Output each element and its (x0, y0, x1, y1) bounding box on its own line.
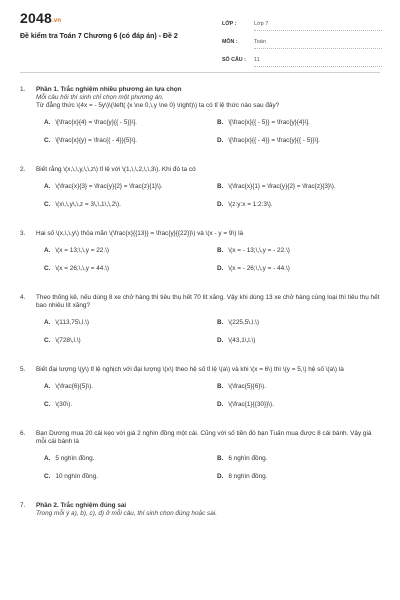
option-letter: B. (217, 247, 224, 254)
option-letter: C. (44, 137, 51, 144)
option-letter: C. (44, 473, 51, 480)
document-title: Đề kiểm tra Toán 7 Chương 6 (có đáp án) - Đề 2 (20, 33, 178, 40)
question-number: 7. (20, 502, 26, 509)
answer-options (36, 319, 382, 355)
question-number: 1. (20, 86, 26, 93)
answer-option[interactable] (36, 265, 209, 273)
question-number: 6. (20, 430, 26, 437)
question-item (20, 166, 382, 219)
option-text: \(\frac{x}{3} = \frac{y}{2} = \frac{z}{1}\). (55, 183, 163, 190)
question-item (20, 294, 382, 355)
logo-text: 2048 (20, 10, 52, 26)
question-text: Phần 1. Trắc nghiệm nhiều phương án lựa chọn (36, 86, 182, 93)
question-text: Theo thống kê, nếu dùng 8 xe chở hàng thì tiêu thụ hết 70 lít xăng. Vậy khi dùng 13 xe chở hàng cùng loại thì tiêu thụ hết bao nhiêu lít xăng? (36, 294, 380, 309)
option-text: \(\frac{5}{6}\). (228, 383, 267, 390)
answer-option[interactable] (209, 247, 382, 255)
option-letter: B. (217, 383, 224, 390)
option-text: \[\frac{x}{4} = \frac{y}{{ - 5}}\]. (55, 119, 137, 126)
option-text: \(728\,l.\) (55, 337, 81, 344)
question-instruction: Mỗi câu hỏi thí sinh chỉ chọn một phương án. (36, 94, 164, 101)
question-text: Biết đại lượng \(y\) tỉ lệ nghịch với đại lượng \(x\) theo hệ số tỉ lệ \(a\) và khi \(x = 6\) thì \(y = 5,\) hệ số \(a\) là (36, 366, 344, 373)
answer-options (36, 455, 382, 491)
question-body (36, 502, 382, 518)
meta-value: 11 (254, 57, 382, 67)
option-text: \(x = 13;\,\,y = 22.\) (55, 247, 110, 254)
question-list (20, 86, 382, 529)
option-letter: A. (44, 383, 51, 390)
option-letter: A. (44, 247, 51, 254)
answer-option[interactable] (209, 137, 382, 145)
answer-options (36, 183, 382, 219)
answer-option[interactable] (36, 201, 209, 209)
option-letter: B. (217, 319, 224, 326)
answer-option[interactable] (36, 383, 209, 391)
answer-option[interactable] (36, 137, 209, 145)
option-letter: C. (44, 201, 51, 208)
answer-option[interactable] (209, 319, 382, 327)
answer-option[interactable] (209, 455, 382, 463)
site-logo[interactable] (20, 10, 61, 28)
option-text: \[\frac{x}{{ - 4}} = \frac{y}{{ - 5}}\]. (228, 137, 320, 144)
answer-option[interactable] (209, 183, 382, 191)
question-item (20, 366, 382, 419)
option-letter: B. (217, 119, 224, 126)
question-body (36, 294, 382, 355)
answer-option[interactable] (209, 473, 382, 481)
answer-option[interactable] (36, 401, 209, 409)
answer-option[interactable] (36, 473, 209, 481)
meta-label: LỚP : (222, 21, 237, 28)
option-text: \(30\). (55, 401, 73, 408)
answer-options (36, 383, 382, 419)
option-text: \(43,1\,l.\) (228, 337, 256, 344)
question-number: 3. (20, 230, 26, 237)
answer-option[interactable] (209, 337, 382, 345)
option-letter: A. (44, 119, 51, 126)
option-letter: D. (217, 265, 224, 272)
option-letter: C. (44, 401, 51, 408)
option-text: \(x\,\,y\,\,z = 3\,\,1\,\,2\). (55, 201, 121, 208)
question-body (36, 230, 382, 283)
option-text: \[\frac{x}{{ - 5}} = \frac{y}{4}\]. (228, 119, 310, 126)
header-divider (20, 72, 380, 73)
option-letter: C. (44, 265, 51, 272)
option-letter: D. (217, 137, 224, 144)
question-body (36, 86, 382, 155)
answer-option[interactable] (36, 337, 209, 345)
option-text: \(225,5\,l.\) (228, 319, 259, 326)
meta-value: Lớp 7 (254, 21, 382, 31)
option-letter: A. (44, 183, 51, 190)
option-text: \(x = 26;\,\,y = 44.\) (55, 265, 110, 272)
option-letter: A. (44, 455, 51, 462)
option-text: \(\frac{x}{1} = \frac{y}{2} = \frac{z}{3}\). (228, 183, 336, 190)
option-text: \[\frac{x}{y} = \frac{{ - 4}}{5}\]. (55, 137, 137, 144)
question-item (20, 86, 382, 155)
option-text: 5 nghìn đồng. (55, 455, 95, 462)
answer-option[interactable] (209, 201, 382, 209)
answer-option[interactable] (209, 265, 382, 273)
meta-row-class (222, 13, 382, 31)
question-instruction: Trong mỗi ý a), b), c), d) ở mỗi câu, thí sinh chọn đúng hoặc sai. (36, 510, 217, 517)
answer-option[interactable] (209, 401, 382, 409)
answer-option[interactable] (36, 455, 209, 463)
answer-options (36, 119, 382, 155)
option-text: \(x = - 26;\,\,y = - 44.\) (228, 265, 290, 272)
question-number: 4. (20, 294, 26, 301)
question-body (36, 366, 382, 419)
meta-value: Toán (254, 39, 382, 49)
meta-row-count (222, 49, 382, 67)
option-text: \(x = - 13;\,\,y = - 22.\) (228, 247, 290, 254)
option-letter: A. (44, 319, 51, 326)
logo-suffix: .vn (51, 18, 62, 24)
answer-option[interactable] (36, 319, 209, 327)
answer-option[interactable] (36, 247, 209, 255)
option-letter: B. (217, 455, 224, 462)
question-text: Hai số \(x,\,\,y\) thỏa mãn \(\frac{x}{{13}} = \frac{y}{{22}}\) và \(x - y = 9\) là (36, 230, 244, 237)
answer-option[interactable] (209, 383, 382, 391)
question-body (36, 166, 382, 219)
option-letter: D. (217, 201, 224, 208)
option-text: \(\frac{1}{{30}}\). (228, 401, 274, 408)
question-text: Bạn Dương mua 20 cái kẹo với giá 2 nghìn đồng một cái. Cũng với số tiền đó bạn Tuấn mua được 8 cái bánh. Vậy giá mỗi cái bánh là (36, 430, 372, 445)
answer-option[interactable] (36, 183, 209, 191)
exam-meta (222, 13, 382, 67)
meta-label: SỐ CÂU : (222, 57, 246, 64)
question-number: 5. (20, 366, 26, 373)
answer-option[interactable] (209, 119, 382, 127)
option-letter: D. (217, 401, 224, 408)
answer-option[interactable] (36, 119, 209, 127)
answer-options (36, 247, 382, 283)
question-body (36, 430, 382, 491)
question-number: 2. (20, 166, 26, 173)
option-text: \(113,75\,l.\) (55, 319, 90, 326)
option-text: 10 nghìn đồng. (55, 473, 99, 480)
option-text: 6 nghìn đồng. (228, 455, 268, 462)
meta-row-subject (222, 31, 382, 49)
question-text: Từ đẳng thức \(4x = - 5y\)\(\left( {x \ne 0,\,y \ne 0} \right)\) ta có tỉ lệ thức nào sau đây? (36, 102, 280, 109)
option-text: \(z:y:x = 1:2:3\). (228, 201, 273, 208)
option-letter: B. (217, 183, 224, 190)
question-item (20, 230, 382, 283)
question-item (20, 430, 382, 491)
question-item (20, 502, 382, 518)
option-letter: C. (44, 337, 51, 344)
question-text: Biết rằng \(x,\,\,y,\,\,z\) tỉ lệ với \(1,\,\,2,\,\,3\). Khi đó ta có (36, 166, 196, 173)
option-text: 8 nghìn đồng. (228, 473, 268, 480)
question-text: Phần 2. Trắc nghiệm đúng sai (36, 502, 127, 509)
option-letter: D. (217, 473, 224, 480)
option-text: \(\frac{6}{5}\). (55, 383, 94, 390)
page-header (0, 0, 400, 72)
meta-label: MÔN : (222, 39, 238, 46)
option-letter: D. (217, 337, 224, 344)
